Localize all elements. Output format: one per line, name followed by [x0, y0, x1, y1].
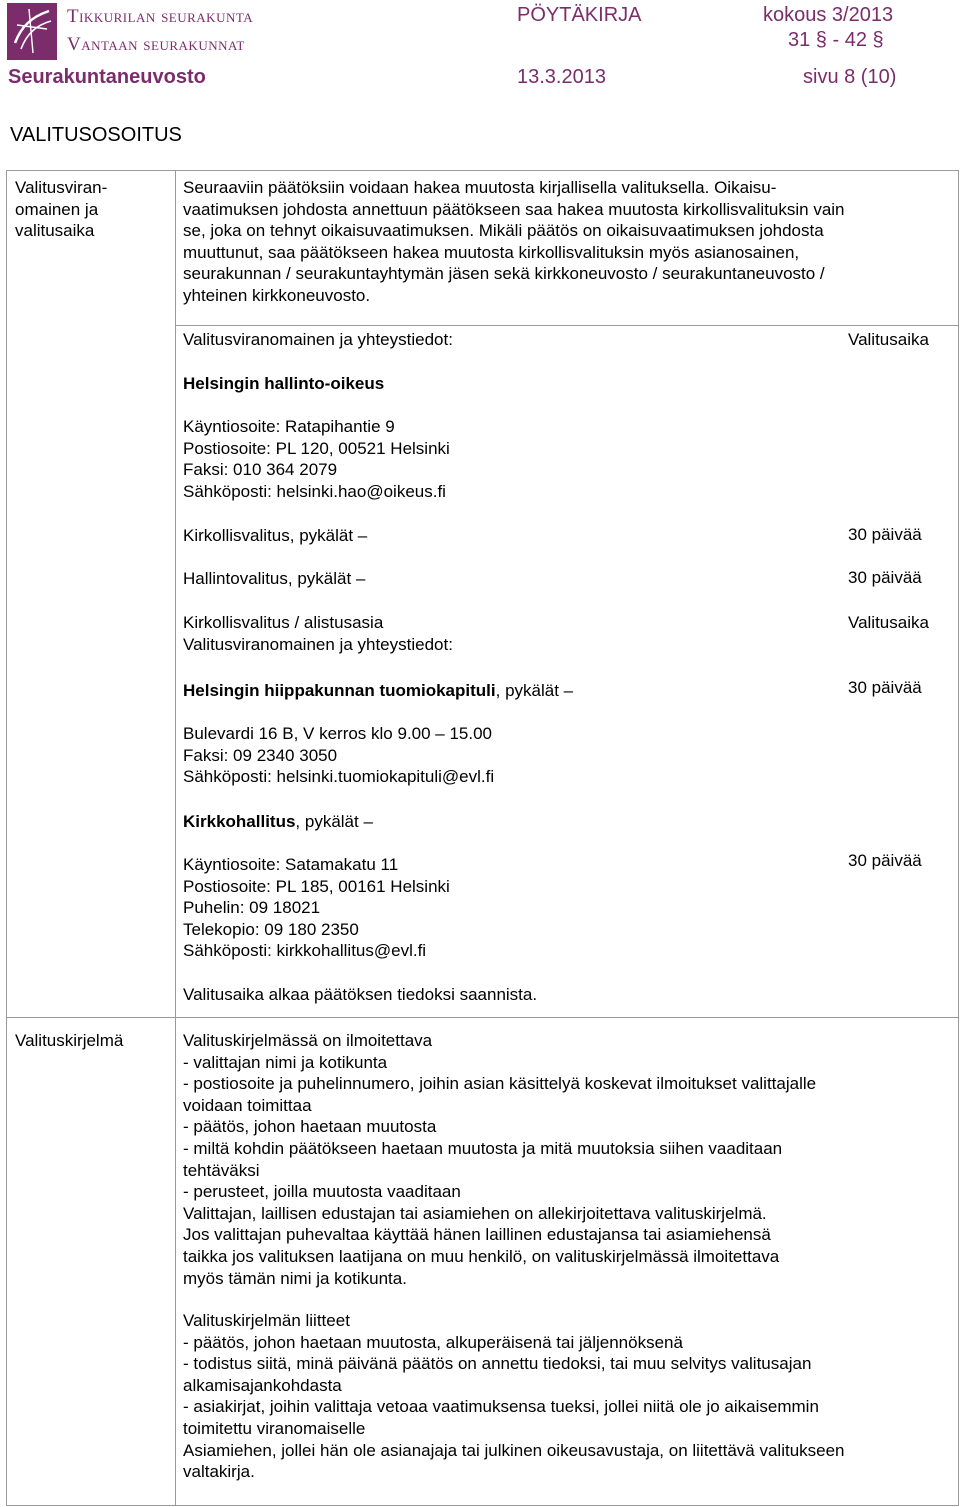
label-column-divider: [175, 170, 176, 1506]
board-period: 30 päivää: [848, 851, 922, 870]
cross-icon: [7, 3, 57, 60]
org-name-line2: Vantaan seurakunnat: [67, 34, 245, 55]
period-note: Valitusaika alkaa päätöksen tiedoksi saannista.: [183, 985, 538, 1004]
sub-authority-heading: Valitusviranomainen ja yhteystiedot:: [183, 635, 453, 654]
church-appeal-period: 30 päivää: [848, 525, 922, 544]
council-name: Seurakuntaneuvosto: [8, 66, 206, 88]
section2-label: Valituskirjelmä: [15, 1031, 124, 1050]
row-divider: [6, 1017, 959, 1018]
court-details: Käyntiosoite: Ratapihantie 9 Postiosoite: PL 120, 00521 Helsinki Faksi: 010 364 2079 Sähköposti: helsinki.hao@oikeus.fi: [183, 417, 450, 501]
sub-case: Kirkollisvalitus / alistusasia: [183, 613, 384, 632]
board-details: Käyntiosoite: Satamakatu 11 Postiosoite: PL 185, 00161 Helsinki Puhelin: 09 18021 Telekopio: 09 180 2350 Sähköposti: kirkkohallitus@evl.fi: [183, 855, 450, 961]
board-name: Kirkkohallitus: [183, 812, 296, 831]
appeal-attachments: Valituskirjelmän liitteet - päätös, johon haetaan muutosta, alkuperäisenä tai jäljennöksenä - todistus siitä, minä päivänä päätös on annettu tiedoksi, tai muu selvitys valitusajan alkamisajankohdasta - asiakirjat, joihin valittaja vetoaa vaatimuksensa tueksi, jollei niitä ole jo aikaisemmin toimitettu viranomaiselle Asiamiehen, jollei hän ole asianajaja tai julkinen oikeusavustaja, on liitettävä valitukseen valtakirja.: [183, 1311, 845, 1482]
period-heading: Valitusaika: [848, 330, 929, 349]
chapter-period: 30 päivää: [848, 678, 922, 697]
chapter-details: Bulevardi 16 B, V kerros klo 9.00 – 15.00 Faksi: 09 2340 3050 Sähköposti: helsinki.tuomiokapituli@evl.fi: [183, 724, 495, 787]
page-title: VALITUSOSOITUS: [10, 124, 182, 146]
org-name-line1: Tikkurilan seurakunta: [67, 6, 254, 27]
sub-period-heading: Valitusaika: [848, 613, 929, 632]
chapter-name: Helsingin hiippakunnan tuomiokapituli: [183, 681, 496, 700]
page-number: sivu 8 (10): [803, 66, 897, 88]
meeting-date: 13.3.2013: [517, 66, 606, 88]
board-line: [183, 811, 373, 833]
appeal-letter-requirements: Valituskirjelmässä on ilmoitettava - valittajan nimi ja kotikunta - postiosoite ja puhelinnumero, joihin asian käsittelyä koskevat ilmoitukset valittajalle voidaan toimittaa - päätös, johon haetaan muutosta - miltä kohdin päätökseen haetaan muutosta ja mitä muutoksia siihen vaaditaan tehtäväksi - perusteet, joilla muutosta vaaditaan Valittajan, laillisen edustajan tai asiamiehen on allekirjoitettava valituskirjelmä. Jos valittajan puhevaltaa käyttää hänen laillinen edustajansa tai asiamiehensä taikka jos valituksen laatijana on muu henkilö, on valituskirjelmässä ilmoitettava myös tämän nimi ja kotikunta.: [183, 1031, 817, 1288]
section1-label: Valitusviran- omainen ja valitusaika: [15, 178, 108, 241]
doc-type: PÖYTÄKIRJA: [517, 4, 642, 26]
chapter-line: [183, 680, 573, 702]
church-logo: [7, 3, 57, 60]
section-range: 31 § - 42 §: [788, 29, 884, 51]
authority-heading: Valitusviranomainen ja yhteystiedot:: [183, 330, 453, 349]
admin-appeal: Hallintovalitus, pykälät –: [183, 569, 366, 588]
admin-appeal-period: 30 päivää: [848, 568, 922, 587]
meeting-number: kokous 3/2013: [763, 4, 894, 26]
authority-divider: [175, 325, 959, 326]
court-name: Helsingin hallinto-oikeus: [183, 374, 385, 393]
board-suffix: , pykälät –: [295, 812, 373, 831]
chapter-suffix: , pykälät –: [495, 681, 574, 700]
intro-paragraph: Seuraaviin päätöksiin voidaan hakea muutosta kirjallisella valituksella. Oikaisu- vaatimuksen johdosta annettuun päätökseen saa hakea muutosta kirkollisvalituksin vain se, joka on tehnyt oikaisuvaatimuksen. Mikäli päätös on oikaisuvaatimuksen johdosta muuttunut, saa päätökseen hakea muutosta kirkollisvalituksin myös asianosainen, seurakunnan / seurakuntayhtymän jäsen sekä kirkkoneuvosto / seurakuntaneuvosto / yhteinen kirkkoneuvosto.: [183, 178, 845, 305]
church-appeal: Kirkollisvalitus, pykälät –: [183, 526, 368, 545]
appeal-table: [6, 170, 959, 1506]
